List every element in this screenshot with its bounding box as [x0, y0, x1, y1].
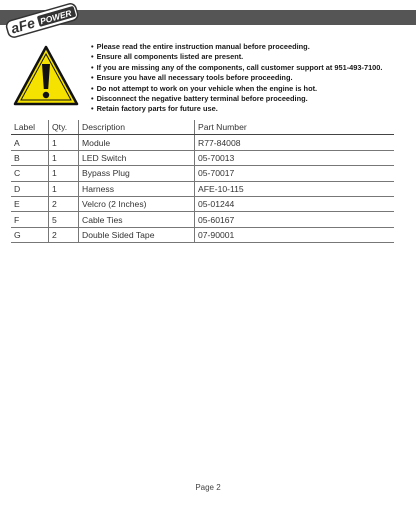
cell-qty: 1 — [49, 166, 79, 181]
cell-description: Cable Ties — [79, 212, 195, 227]
cell-label: G — [11, 227, 49, 242]
cell-part-number: 05-01244 — [195, 196, 395, 211]
cell-label: E — [11, 196, 49, 211]
column-header-label: Label — [11, 120, 49, 135]
cell-part-number: 05-70017 — [195, 166, 395, 181]
cell-label: C — [11, 166, 49, 181]
cell-label: F — [11, 212, 49, 227]
cell-qty: 2 — [49, 196, 79, 211]
table-row — [11, 181, 394, 196]
cell-qty: 5 — [49, 212, 79, 227]
afe-power-logo — [2, 2, 82, 38]
cell-description: Velcro (2 Inches) — [79, 196, 195, 211]
cell-description: LED Switch — [79, 150, 195, 165]
instruction-item: • Ensure all components listed are present. — [91, 52, 411, 62]
column-header-description: Description — [79, 120, 195, 135]
svg-text:POWER: POWER — [38, 7, 73, 27]
instruction-item: • If you are missing any of the components, call customer support at 951-493-7100. — [91, 63, 411, 73]
cell-part-number: 05-60167 — [195, 212, 395, 227]
svg-text:aFe: aFe — [9, 14, 37, 37]
instruction-item: • Ensure you have all necessary tools before proceeding. — [91, 73, 411, 83]
cell-qty: 2 — [49, 227, 79, 242]
cell-part-number: AFE-10-115 — [195, 181, 395, 196]
instruction-list — [91, 42, 411, 115]
table-row — [11, 166, 394, 181]
warning-triangle-icon — [12, 44, 80, 108]
instruction-item: • Please read the entire instruction manual before proceeding. — [91, 42, 411, 52]
table-row — [11, 150, 394, 165]
cell-label: A — [11, 135, 49, 150]
column-header-part-number: Part Number — [195, 120, 395, 135]
instruction-item: • Retain factory parts for future use. — [91, 104, 411, 114]
cell-part-number: 07-90001 — [195, 227, 395, 242]
cell-label: D — [11, 181, 49, 196]
instruction-item: • Do not attempt to work on your vehicle when the engine is hot. — [91, 84, 411, 94]
cell-part-number: R77-84008 — [195, 135, 395, 150]
cell-description: Module — [79, 135, 195, 150]
instruction-item: • Disconnect the negative battery terminal before proceeding. — [91, 94, 411, 104]
cell-label: B — [11, 150, 49, 165]
cell-qty: 1 — [49, 181, 79, 196]
parts-table — [11, 120, 394, 243]
column-header-qty: Qty. — [49, 120, 79, 135]
cell-qty: 1 — [49, 150, 79, 165]
cell-qty: 1 — [49, 135, 79, 150]
table-row — [11, 135, 394, 150]
cell-part-number: 05-70013 — [195, 150, 395, 165]
table-row — [11, 212, 394, 227]
table-header-row — [11, 120, 394, 135]
page-number: Page 2 — [195, 483, 221, 492]
table-row — [11, 196, 394, 211]
table-row — [11, 227, 394, 242]
cell-description: Double Sided Tape — [79, 227, 195, 242]
cell-description: Harness — [79, 181, 195, 196]
cell-description: Bypass Plug — [79, 166, 195, 181]
